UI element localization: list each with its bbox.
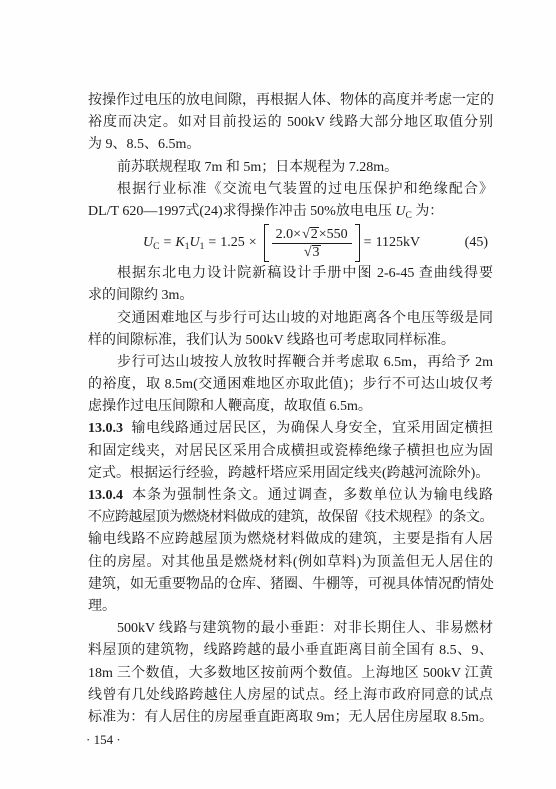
paragraph — [88, 308, 493, 352]
right-square-bracket — [355, 224, 360, 262]
text-line: 输电线路不应跨越屋顶为燃烧材料做成的建筑，主要是指有人居 — [88, 532, 493, 548]
text-line: 前苏联规程取 7m 和 5m；日本规程为 7.28m。 — [117, 159, 399, 175]
fraction — [272, 226, 352, 261]
paragraph — [88, 157, 493, 179]
result-value: 1125kV — [375, 235, 421, 251]
page-number: · 154 · — [86, 732, 121, 748]
text-line — [88, 485, 493, 507]
text-line: 建筑，如无重要物品的仓库、猪圈、牛棚等，可视具体情况酌情处 — [88, 576, 494, 592]
subscript: C — [405, 210, 412, 221]
inline-text: 为： — [411, 203, 444, 219]
variable-u-c — [143, 235, 159, 251]
text-line: 住的房屋。对其他虽是燃烧材料(例如草料)为顶盖但无人居住的 — [88, 554, 493, 570]
subscript: C — [153, 242, 160, 253]
text-line: 步行可达山坡按人放牧时挥鞭合并考虑取 6.5m，再给予 2m — [117, 354, 493, 370]
text-line: 和固定线夹，对居民区采用合成横担或瓷棒绝缘子横担也应为固 — [88, 443, 493, 459]
sqrt-sign: √ — [302, 226, 310, 242]
variable-letter: U — [143, 235, 154, 251]
equals-sign: = — [163, 235, 172, 251]
paragraph — [88, 263, 493, 307]
inline-text: 输电线路通过居民区，为确保人身安全，宜采用固定横担 — [131, 421, 493, 437]
text-line — [88, 418, 493, 440]
equals-sign: = — [208, 235, 217, 251]
times-sign: × — [248, 235, 257, 251]
numerator-factor: ×550 — [318, 226, 348, 242]
text-line: 线曾有几处线路跨越住人房屋的试点。经上海市政府同意的试点 — [88, 687, 493, 703]
variable-letter: U — [189, 235, 200, 251]
left-square-bracket — [264, 224, 269, 262]
text-column — [88, 90, 493, 751]
radicand: 3 — [312, 244, 320, 260]
clause-number: 13.0.3 — [88, 421, 123, 437]
radicand: 2 — [310, 226, 318, 242]
text-line: 理。 — [88, 598, 116, 614]
text-line: 不应跨越屋顶为燃烧材料做成的建筑，故保留《技术规程》的条文。 — [88, 510, 493, 526]
text-line: 500kV 线路与建筑物的最小垂距：对非长期住人、非易燃材 — [117, 621, 493, 637]
variable-letter: K — [175, 235, 185, 251]
text-line: 标准为：有人居住的房屋垂直距离取 9m；无人居住房屋取 8.5m。 — [88, 709, 493, 725]
text-line: 样的间隙标准，我们认为 500kV 线路也可考虑取同样标准。 — [88, 332, 455, 348]
text-line: 为 9、8.5、6.5m。 — [88, 137, 201, 153]
subscript: 1 — [199, 242, 205, 253]
paragraph — [88, 352, 493, 419]
equation-number: (45) — [464, 235, 488, 251]
variable-letter: U — [395, 203, 406, 219]
sqrt-sign: √ — [303, 244, 312, 260]
inline-text: 本条为强制性条文。通过调查，多数单位认为输电线路 — [131, 488, 493, 503]
coefficient: 1.25 — [220, 235, 245, 251]
equation — [88, 223, 493, 263]
numerator-factor: 2.0× — [275, 226, 302, 242]
paragraph — [88, 179, 493, 223]
denominator — [272, 243, 352, 261]
numerator — [272, 226, 352, 243]
subscript: 1 — [184, 242, 190, 253]
text-line: 料屋顶的建筑物，线路跨越的最小垂直距离目前全国有 8.5、9、 — [88, 643, 493, 659]
text-line — [88, 201, 493, 223]
inline-text: DL/T 620—1997式(24)求得操作冲击 50%放电电压 — [88, 203, 396, 219]
text-line: 求的间隙约 3m。 — [88, 288, 194, 304]
clause-13-0-4 — [88, 485, 493, 618]
text-line: 裕度而决定。如对目前投运的 500kV 线路大部分地区取值分别 — [88, 115, 493, 131]
variable-k-1 — [175, 235, 189, 251]
text-line: 按操作过电压的放电间隙，再根据人体、物体的高度并考虑一定的 — [88, 93, 494, 108]
text-line: 定式。根据运行经验，跨越杆塔应采用固定线夹(跨越河流除外)。 — [88, 465, 490, 481]
equals-sign: = — [363, 235, 372, 251]
paragraph — [88, 618, 493, 729]
text-line: 根据行业标准《交流电气装置的过电压保护和绝缘配合》 — [117, 181, 493, 197]
text-line: 18m 三个数值，大多数地区按前两个数值。上海地区 500kV 江黄 — [88, 665, 493, 681]
clause-number: 13.0.4 — [88, 488, 123, 503]
equation-body — [143, 223, 420, 263]
text-line: 的裕度，取 8.5m(交通困难地区亦取此值)；步行不可达山坡仅考 — [88, 377, 493, 393]
text-line: 根据东北电力设计院新稿设计手册中图 2-6-45 查曲线得要 — [117, 266, 493, 282]
variable-u-1 — [189, 235, 204, 251]
text-line: 交通困难地区与步行可达山坡的对地距离各个电压等级是同 — [117, 310, 493, 326]
paragraph — [88, 90, 493, 157]
text-line: 虑操作过电压间隙和人鞭高度，故取值 6.5m。 — [88, 399, 372, 415]
clause-13-0-3 — [88, 418, 493, 485]
